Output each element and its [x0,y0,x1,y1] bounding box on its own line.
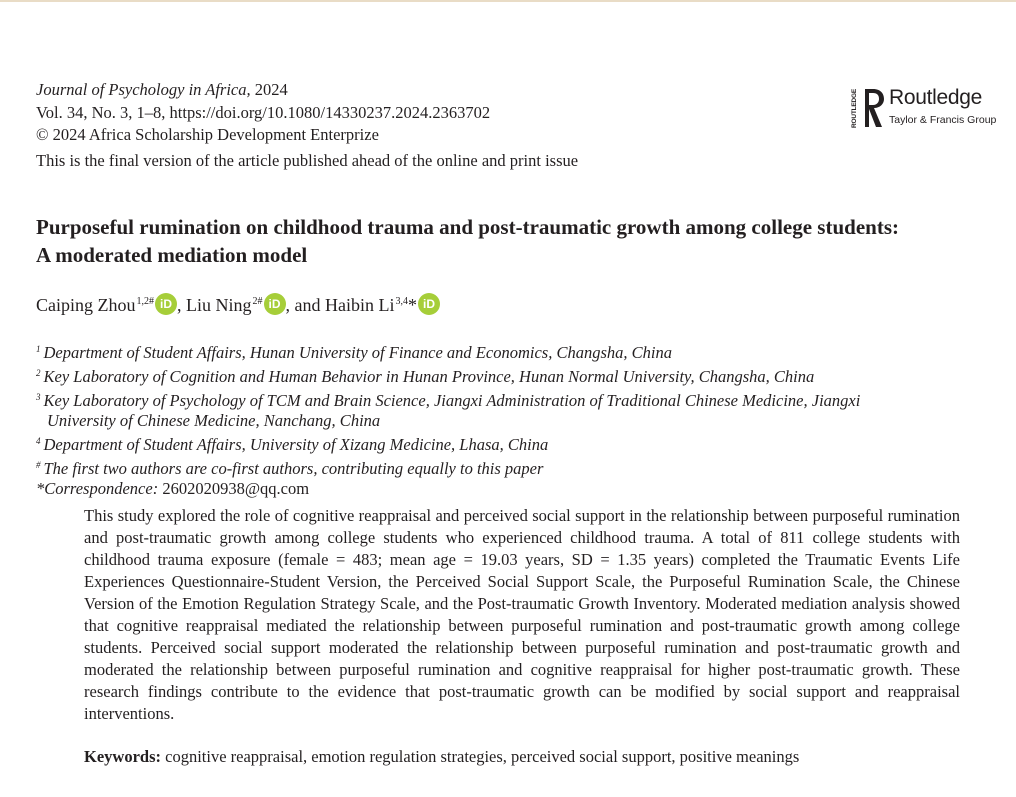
affiliation-item [36,387,860,411]
correspondence [36,479,860,499]
corresponding-author-star: * [408,295,417,315]
affiliation-mark: 3 [36,392,41,402]
top-rule [0,0,1016,2]
author-name: Liu Ning [186,295,252,315]
journal-year: 2024 [254,80,288,99]
orcid-icon[interactable]: iD [418,293,440,315]
copyright-line: © 2024 Africa Scholarship Development Enterprize [36,125,379,144]
orcid-icon[interactable]: iD [264,293,286,315]
keywords [84,746,799,768]
affiliation-text: Key Laboratory of Cognition and Human Behavior in Hunan Province, Hunan Normal University, Changsha, China [43,367,815,386]
journal-info [36,79,578,172]
keywords-label: Keywords: [84,747,161,766]
version-note: This is the final version of the article published ahead of the online and print issue [36,150,579,170]
article-title [36,213,1011,269]
author-affiliation-marks: 1,2# [136,296,154,307]
author-name: Haibin Li [325,295,395,315]
author-separator: , and [285,295,325,315]
affiliation-text: Department of Student Affairs, University of Xizang Medicine, Lhasa, China [43,435,549,454]
title-line-1: Purposeful rumination on childhood trauma and post-traumatic growth among college students: [36,215,899,239]
publisher-vertical-wordmark: ROUTLEDGE [851,88,858,128]
affiliation-mark: 4 [36,436,41,446]
volume-doi-line: Vol. 34, No. 3, 1–8, https://doi.org/10.1080/14330237.2024.2363702 [36,102,491,122]
author-separator: , [177,295,186,315]
journal-citation-line [36,79,578,102]
author-list [36,289,440,318]
publisher-logo [851,86,1011,130]
affiliation-text: Department of Student Affairs, Hunan University of Finance and Economics, Changsha, China [43,343,672,362]
affiliation-item [36,431,860,455]
title-line-2: A moderated mediation model [36,243,308,267]
affiliation-item [36,339,860,363]
co-first-author-note [36,455,860,479]
affiliation-item [36,363,860,387]
keywords-text: cognitive reappraisal, emotion regulation strategies, perceived social support, positive meanings [165,747,800,766]
author-name: Caiping Zhou [36,295,136,315]
affiliation-mark: 1 [36,344,41,354]
affiliation-mark: # [36,460,41,470]
affiliation-continuation: University of Chinese Medicine, Nanchang, China [47,411,381,430]
correspondence-email[interactable]: 2602020938@qq.com [162,479,310,498]
affiliations [36,339,860,499]
author-affiliation-marks: 2# [252,296,263,307]
affiliation-mark: 2 [36,368,41,378]
orcid-icon[interactable]: iD [155,293,177,315]
correspondence-label: *Correspondence: [36,479,159,498]
routledge-r-icon [862,87,886,129]
publisher-group: Taylor & Francis Group [889,114,997,126]
publisher-name: Routledge [889,86,983,109]
affiliation-text: Key Laboratory of Psychology of TCM and Brain Science, Jiangxi Administration of Traditional Chinese Medicine, Jiangxi [43,391,861,410]
journal-name: Journal of Psychology in Africa, [36,80,251,99]
abstract: This study explored the role of cognitive reappraisal and perceived social support in the relationship between purposeful rumination and post-traumatic growth among college students who experienced childhood trauma. A total of 811 college students with childhood trauma exposure (female = 483; mean age = 19.03 years, SD = 1.35 years) completed the Traumatic Events Life Experiences Questionnaire-Student Version, the Perceived Social Support Scale, the Purposeful Rumination Scale, the Chinese Version of the Emotion Regulation Strategy Scale, and the Post-traumatic Growth Inventory. Moderated mediation analysis showed that cognitive reappraisal mediated the relationship between purposeful rumination and post-traumatic growth among college students. Perceived social support moderated the relationship between purposeful rumination and post-traumatic growth and moderated the relationship between purposeful rumination and cognitive reappraisal for higher post-traumatic growth. These research findings contribute to the evidence that post-traumatic growth can be modified by social support and reappraisal interventions. [84,506,960,723]
affiliation-text: The first two authors are co-first authors, contributing equally to this paper [43,459,544,478]
author-affiliation-marks: 3,4 [395,296,408,307]
